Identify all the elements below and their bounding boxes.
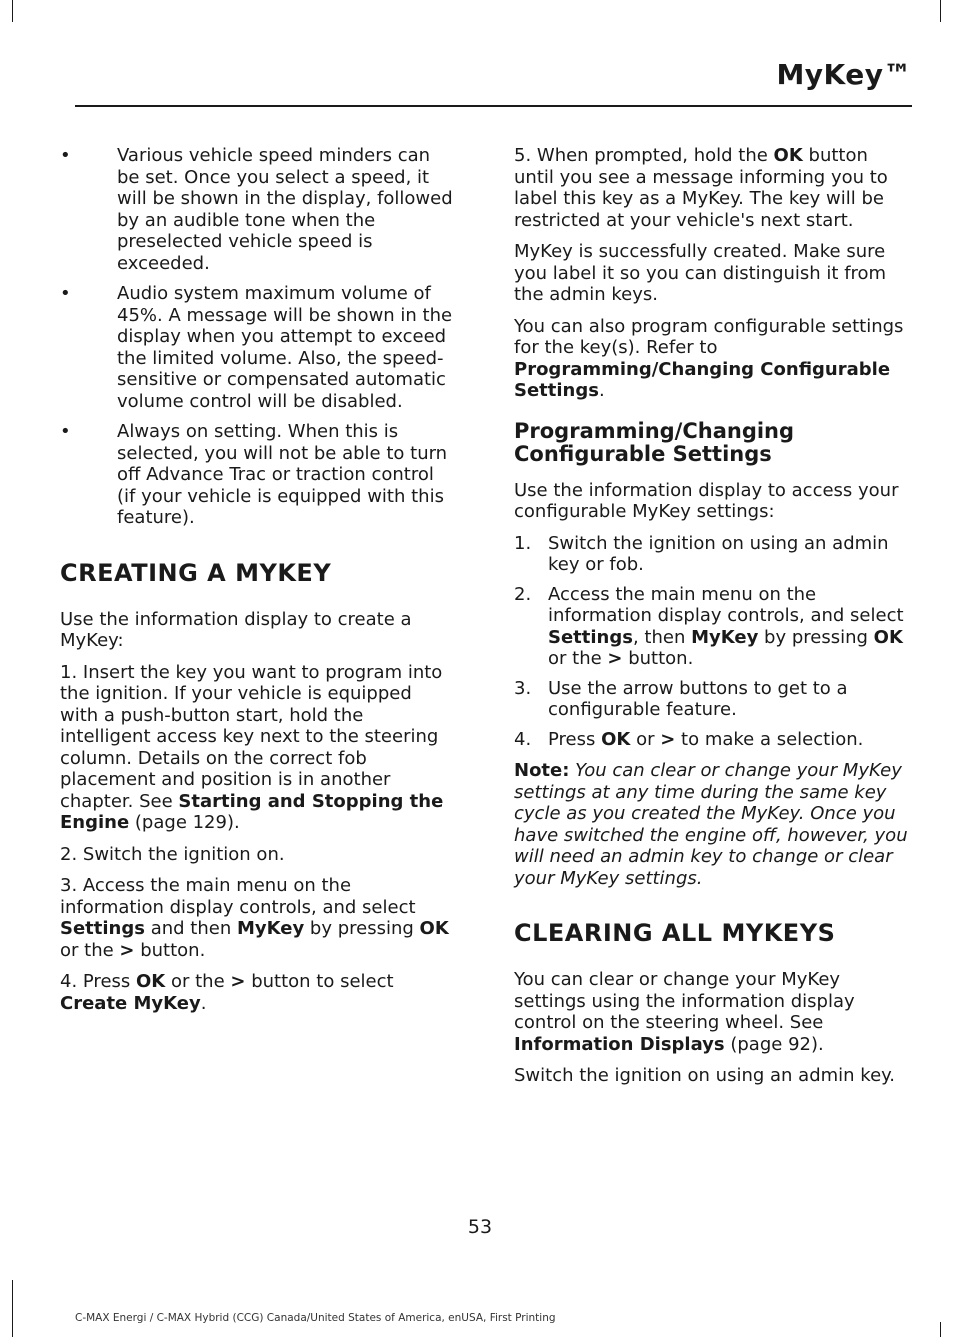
crop-mark-top-left bbox=[12, 0, 13, 22]
list-item: • Audio system maximum volume of 45%. A message will be shown in the display when you attempt to exceed the limited volume. Also, the speed-sensitive or compensated automatic volume control will be disabled. bbox=[60, 283, 453, 412]
creating-step-4: 4. Press OK or the > button to select Create MyKey. bbox=[60, 971, 394, 1014]
page-title: MyKey™ bbox=[776, 58, 912, 91]
left-column bbox=[60, 145, 455, 1024]
section-heading-creating-mykey: CREATING A MYKEY bbox=[60, 558, 332, 587]
section-heading-clearing-mykeys: CLEARING ALL MYKEYS bbox=[514, 919, 836, 947]
list-item: 4. Press OK or > to make a selection. bbox=[514, 728, 864, 750]
list-item: 2. Access the main menu on the information display controls, and select Settings, then MyKey by pressing OK or the > button. bbox=[514, 583, 904, 669]
crop-mark-top-right bbox=[940, 0, 941, 22]
note-paragraph: Note: You can clear or change your MyKey settings at any time during the same key cycle as you created the MyKey. Once you have switched the engine off, however, you will need an admin key to change or clear your MyKey settings. bbox=[514, 760, 908, 889]
bullet-glyph: • bbox=[60, 421, 71, 442]
right-column bbox=[514, 145, 909, 1097]
creating-step-3: 3. Access the main menu on the information display controls, and select Settings and then MyKey by pressing OK or the > button. bbox=[60, 875, 449, 961]
list-item: • Always on setting. When this is selected, you will not be able to turn off Advance Trac or traction control (if your vehicle is equipped with this feature). bbox=[60, 421, 448, 528]
footer-text: C-MAX Energi / C-MAX Hybrid (CCG) Canada/United States of America, enUSA, First Printing bbox=[75, 1312, 556, 1324]
cross-reference-link[interactable]: Information Displays bbox=[514, 1033, 725, 1055]
clearing-final: Switch the ignition on using an admin key. bbox=[514, 1065, 895, 1086]
clearing-intro: You can clear or change your MyKey settings using the information display control on the steering wheel. See Information Displays (page 92). bbox=[514, 969, 855, 1055]
list-item: • Various vehicle speed minders can be set. Once you select a speed, it will be shown in the display, followed by an audible tone when the preselected vehicle speed is exceeded. bbox=[60, 145, 453, 274]
bullet-glyph: • bbox=[60, 283, 71, 304]
crop-mark-bottom-left bbox=[12, 1280, 13, 1337]
programming-step-list bbox=[514, 533, 909, 751]
programming-intro: Use the information display to access your configurable MyKey settings: bbox=[514, 479, 899, 522]
created-confirmation: MyKey is successfully created. Make sure you label it so you can distinguish it from the admin keys. bbox=[514, 241, 887, 305]
bullet-glyph: • bbox=[60, 145, 71, 166]
creating-step-2: 2. Switch the ignition on. bbox=[60, 843, 285, 865]
creating-intro: Use the information display to create a MyKey: bbox=[60, 608, 412, 651]
list-item: 3. Use the arrow buttons to get to a configurable feature. bbox=[514, 677, 848, 720]
creating-step-1: 1. Insert the key you want to program into the ignition. If your vehicle is equipped with a push-button start, hold the intelligent access key next to the steering column. Details on the correct fob placement and position is in another chapter. See Starting and Stopping the Engine (page 129). bbox=[60, 661, 444, 833]
header-rule bbox=[75, 105, 912, 107]
crop-mark-bottom-right bbox=[940, 1322, 941, 1337]
feature-bullet-list bbox=[60, 145, 455, 529]
cross-reference-link[interactable]: Programming/Changing Configurable Settings bbox=[514, 358, 891, 401]
note-label: Note: bbox=[514, 760, 570, 781]
creating-step-5: 5. When prompted, hold the OK button until you see a message informing you to label this key as a MyKey. The key will be restricted at your vehicle's next start. bbox=[514, 145, 888, 231]
page-number: 53 bbox=[467, 1216, 493, 1238]
list-item: 1. Switch the ignition on using an admin key or fob. bbox=[514, 532, 889, 575]
configurable-reference: You can also program configurable settings for the key(s). Refer to Programming/Changing Configurable Settings. bbox=[514, 315, 904, 401]
cross-reference-link[interactable]: Starting and Stopping the Engine bbox=[60, 790, 444, 833]
sub-heading-programming: Programming/Changing Configurable Settings bbox=[514, 418, 795, 466]
